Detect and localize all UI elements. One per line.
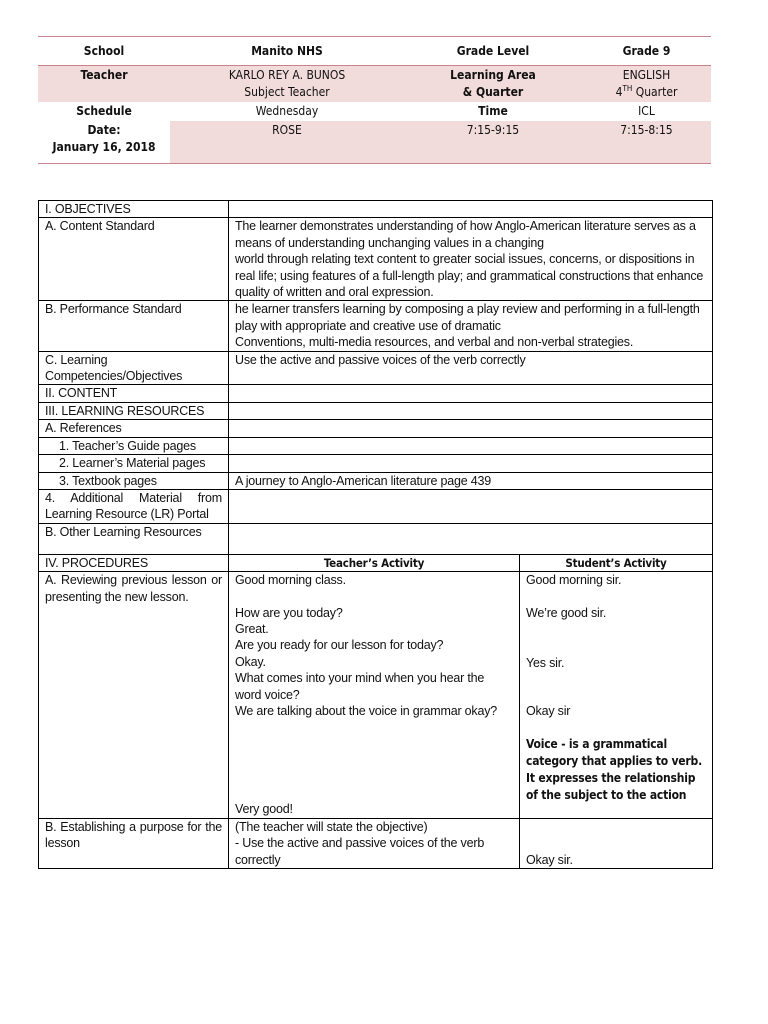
performance-standard-label: B. Performance Standard [39, 301, 229, 351]
other-resources-label: B. Other Learning Resources [39, 523, 229, 554]
lesson-header-table [38, 36, 711, 164]
teacher-role: Subject Teacher [244, 85, 330, 99]
schedule-day: Wednesday [255, 104, 319, 118]
student-line: Okay sir [526, 704, 571, 719]
purpose-student: Okay sir. [520, 818, 713, 868]
competencies-text: Use the active and passive voices of the verb correctly [229, 351, 713, 385]
teacher-line: Are you ready for our lesson for today? [235, 638, 444, 653]
resources-heading: III. LEARNING RESOURCES [39, 402, 229, 419]
student-line: We’re good sir. [526, 605, 607, 620]
procedures-heading: IV. PROCEDURES [39, 554, 229, 571]
teacher-line: We are talking about the voice in grammar okay? [235, 703, 498, 718]
teacher-info [170, 66, 404, 103]
textbook-pages-label: 3. Textbook pages [39, 472, 229, 489]
schedule-row [38, 102, 711, 121]
content-standard-label: A. Content Standard [39, 218, 229, 301]
teacher-line: How are you today? [235, 605, 343, 620]
date-row [38, 121, 711, 164]
references-label: A. References [39, 420, 229, 437]
objectives-heading: I. OBJECTIVES [39, 201, 229, 218]
grade-level-value: Grade 9 [582, 37, 711, 66]
lm-pages-label: 2. Learner’s Material pages [39, 455, 229, 472]
competencies-label: C. Learning Competencies/Objectives [39, 351, 229, 385]
teacher-line: What comes into your mind when you hear the word voice? [235, 671, 485, 702]
teacher-dialogue [229, 572, 520, 819]
student-activity-heading: Student’s Activity [520, 554, 713, 571]
student-line: Good morning sir. [526, 573, 622, 588]
additional-material-label: 4. Additional Material from Learning Resource (LR) Portal [39, 489, 229, 523]
date-value: January 16, 2018 [52, 140, 156, 154]
grade-level-label: Grade Level [404, 37, 582, 66]
purpose-label: B. Establishing a purpose for the lesson [39, 818, 229, 868]
teacher-label: Teacher [80, 68, 128, 82]
content-heading: II. CONTENT [39, 385, 229, 402]
performance-standard-text: he learner transfers learning by composing a play review and performing in a full-length play with appropriate and creative use of dramatic Conventions, multi-media resources, and verbal and non-verbal strategies. [229, 301, 713, 351]
learning-area-label: Learning Area & Quarter [450, 68, 536, 99]
teacher-line: Great. [235, 621, 269, 636]
date-cell [38, 121, 170, 164]
quarter-value: 4TH Quarter [615, 84, 678, 99]
tg-pages-label: 1. Teacher’s Guide pages [39, 437, 229, 454]
school-value: Manito NHS [170, 37, 404, 66]
teacher-activity-heading: Teacher’s Activity [229, 554, 520, 571]
purpose-teacher: (The teacher will state the objective) - Use the active and passive voices of the verb correctly [229, 818, 520, 868]
learning-area-value: ENGLISH 4TH Quarter [582, 66, 711, 103]
schedule-label: Schedule [76, 104, 132, 118]
student-line: Yes sir. [526, 655, 565, 670]
time-section: ICL [638, 104, 655, 118]
student-dialogue [520, 572, 713, 819]
teacher-line: Good morning class. [235, 573, 346, 588]
section-name: ROSE [170, 121, 404, 164]
school-label: School [38, 37, 170, 66]
time-2: 7:15-8:15 [582, 121, 711, 164]
content-standard-text: The learner demonstrates understanding of how Anglo-American literature serves as a means of understanding unchanging values in a changing world through relating text content to greater social issues, concerns, or dispositions in real life; using features of a full-length play; and grammatical constructions that enhance quality of written and oral expression. [229, 218, 713, 301]
textbook-pages-value: A journey to Anglo-American literature page 439 [229, 472, 713, 489]
time-label: Time [478, 104, 508, 118]
lesson-plan-table [38, 200, 713, 869]
teacher-name: KARLO REY A. BUNOS [228, 68, 346, 82]
teacher-line: Very good! [235, 802, 293, 817]
reviewing-label: A. Reviewing previous lesson or presenting the new lesson. [39, 572, 229, 819]
voice-definition: Voice - is a grammatical category that applies to verb. It expresses the relationship of the subject to the action [526, 736, 702, 802]
teacher-line: Okay. [235, 654, 266, 669]
date-label: Date: [87, 123, 121, 137]
time-1: 7:15-9:15 [404, 121, 582, 164]
teacher-row [38, 66, 711, 103]
